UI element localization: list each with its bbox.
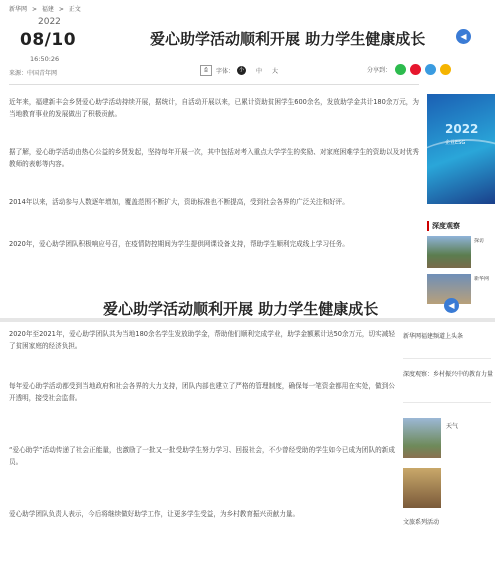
sidebar-thumbnail[interactable] bbox=[427, 236, 471, 268]
article-paragraph bbox=[9, 96, 419, 120]
article-paragraph bbox=[9, 238, 419, 250]
qq-share-icon[interactable] bbox=[425, 64, 436, 75]
paragraph-text: 2020年，爱心助学团队积极响应号召，在疫情防控期间为学生提供网课设备支持，帮助学生顺利完成线上学习任务。 bbox=[9, 240, 349, 248]
article-paragraph bbox=[9, 444, 395, 468]
breadcrumb-separator: > bbox=[31, 6, 37, 13]
breadcrumb-item-article: 正文 bbox=[68, 6, 81, 13]
related-item[interactable]: 天气 bbox=[446, 423, 459, 430]
paragraph-text: 2020年至2021年，爱心助学团队共为当地180余名学生发放助学金，帮助他们顺利完成学业，助学金额累计达50余万元，切实减轻了贫困家庭的经济负担。 bbox=[9, 330, 395, 351]
article-source: 来源：中国青年网 bbox=[9, 70, 58, 77]
qzone-share-icon[interactable] bbox=[440, 64, 451, 75]
article-paragraph bbox=[9, 328, 395, 352]
sidebar-section-title: 深度观察 bbox=[427, 221, 460, 231]
paragraph-text: 近年来，福建新丰会乡贤爱心助学活动持续开展，据统计，自活动开展以来，已累计资助贫困学生600余名，发放助学金共计180余万元，为当地教育事业的发展做出了积极贡献。 bbox=[9, 98, 419, 119]
related-item[interactable]: 深度观察：乡村振兴中的教育力量 bbox=[403, 371, 494, 378]
article-paragraph bbox=[9, 146, 419, 170]
ad-year: 2022 bbox=[445, 122, 479, 136]
repeated-title: 爱心助学活动顺利开展 助力学生健康成长 bbox=[103, 300, 379, 318]
article-bottom-section bbox=[0, 322, 495, 581]
weibo-share-icon[interactable] bbox=[410, 64, 421, 75]
font-size-large-button[interactable]: 大 bbox=[272, 67, 279, 75]
font-size-small-button[interactable]: 小 bbox=[239, 66, 245, 73]
related-divider bbox=[403, 358, 491, 359]
play-audio-icon[interactable]: ◀ bbox=[444, 298, 459, 313]
page-title: 爱心助学活动顺利开展 助力学生健康成长 bbox=[150, 30, 426, 48]
paragraph-text: 据了解，爱心助学活动由热心公益的乡贤发起，坚持每年开展一次，其中包括对考入重点大学学生的奖励、对家庭困难学生的资助以及对优秀教师的表彰等内容。 bbox=[9, 148, 419, 169]
print-icon[interactable]: ⎙ bbox=[200, 65, 212, 76]
wechat-share-icon[interactable] bbox=[395, 64, 406, 75]
paragraph-text: 2014年以来，活动参与人数逐年增加，覆盖范围不断扩大，资助标准也不断提高，受到社会各界的广泛关注和好评。 bbox=[9, 198, 349, 206]
article-paragraph bbox=[9, 380, 395, 404]
sidebar-ad-banner[interactable] bbox=[427, 94, 495, 204]
related-thumbnail[interactable] bbox=[403, 418, 441, 458]
publish-year: 2022 bbox=[38, 17, 61, 27]
breadcrumb-separator: > bbox=[58, 6, 64, 13]
breadcrumb-item-fujian[interactable]: 福建 bbox=[41, 6, 54, 13]
article-paragraph bbox=[9, 508, 395, 520]
paragraph-text: 爱心助学团队负责人表示，今后将继续做好助学工作，让更多学生受益，为乡村教育振兴贡献力量。 bbox=[9, 510, 300, 518]
paragraph-text: 每年爱心助学活动都受到当地政府和社会各界的大力支持，团队内部也建立了严格的管理制度，确保每一笔资金都用在实处，做到公开透明，接受社会监督。 bbox=[9, 382, 395, 403]
share-label: 分享到： bbox=[367, 67, 392, 74]
related-item[interactable]: 新华网福建频道上头条 bbox=[403, 333, 464, 340]
font-size-toolbar bbox=[200, 64, 278, 76]
article-paragraph bbox=[9, 196, 419, 208]
share-bar bbox=[367, 64, 451, 75]
play-audio-icon[interactable]: ◀ bbox=[456, 29, 471, 44]
related-item[interactable]: 文旅系列活动 bbox=[403, 519, 440, 526]
font-size-label: 字体： bbox=[216, 67, 235, 75]
ad-decoration bbox=[427, 139, 495, 201]
header-divider bbox=[9, 84, 419, 85]
ad-subtitle: 企业ESG bbox=[445, 140, 466, 146]
breadcrumb-item-home[interactable]: 新华网 bbox=[9, 6, 28, 13]
publish-time: 16:50:26 bbox=[30, 55, 60, 63]
font-size-medium-button[interactable]: 中 bbox=[256, 67, 263, 75]
breadcrumb bbox=[9, 4, 84, 13]
related-thumbnail[interactable] bbox=[403, 468, 441, 508]
related-divider bbox=[403, 402, 491, 403]
paragraph-text: “爱心助学”活动传递了社会正能量，也激励了一批又一批受助学生努力学习、回报社会，不少曾经受助的学生如今已成为团队的新成员。 bbox=[9, 446, 395, 467]
publish-date: 08/10 bbox=[20, 30, 77, 50]
sidebar-item-text[interactable]: 新华网 bbox=[474, 276, 490, 282]
sidebar-item-text[interactable]: 探访 bbox=[474, 238, 485, 244]
